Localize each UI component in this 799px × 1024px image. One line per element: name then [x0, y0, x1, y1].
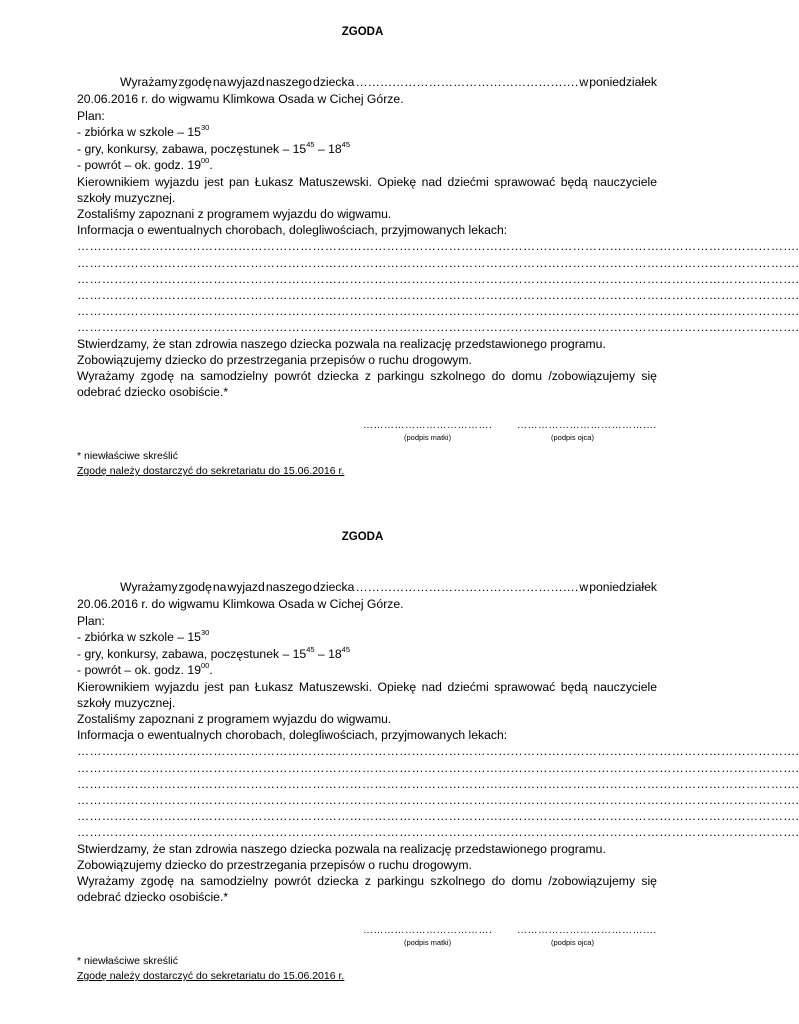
- health-info-line[interactable]: ………………………………………………………………………………………………………………………………………………………….: [77, 239, 799, 253]
- footnote: * niewłaściwe skreślić: [77, 450, 178, 462]
- return-line: Wyrażamy zgodę na samodzielny powrót dziecka z parkingu szkolnego do domu /zobowiązujemy się: [77, 874, 657, 888]
- child-name-blank[interactable]: ……………………………………………….: [355, 580, 579, 594]
- health-info-line[interactable]: ………………………………………………………………………………………………………………………………………………………….: [77, 777, 799, 791]
- mother-signature-line[interactable]: ……………………………….: [363, 420, 493, 431]
- health-statement: Stwierdzamy, że stan zdrowia naszego dziecka pozwala na realizację przedstawionego programu.: [77, 337, 606, 351]
- traffic-statement: Zobowiązujemy dziecko do przestrzegania przepisów o ruchu drogowym.: [77, 858, 472, 872]
- mother-signature-line[interactable]: ……………………………….: [363, 925, 493, 936]
- leader-line-2: szkoły muzycznej.: [77, 191, 176, 205]
- form-title: ZGODA: [341, 531, 384, 543]
- father-signature-line[interactable]: ………………………………….: [517, 925, 657, 936]
- intro-word: Wyrażamy: [120, 580, 178, 594]
- intro-word: wyjazd: [227, 75, 265, 89]
- plan-item-games: - gry, konkursy, zabawa, poczęstunek – $15^{45} - 18^{45}$: [77, 140, 350, 156]
- health-info-line[interactable]: ………………………………………………………………………………………………………………………………………………………….: [77, 809, 799, 823]
- traffic-statement: Zobowiązujemy dziecko do przestrzegania przepisów o ruchu drogowym.: [77, 353, 472, 367]
- consent-form-1: [0, 0, 799, 500]
- intro-line: [120, 579, 657, 595]
- intro-word: dziecka: [313, 580, 355, 594]
- father-signature-label: (podpis ojca): [551, 433, 594, 442]
- program-statement: Zostaliśmy zapoznani z programem wyjazdu do wigwamu.: [77, 712, 392, 726]
- leader-line: Kierownikiem wyjazdu jest pan Łukasz Matuszewski. Opiekę nad dziećmi sprawować będą nauczyciele: [77, 680, 657, 694]
- intro-word: dziecka: [313, 75, 355, 89]
- intro-word: poniedziałek: [589, 75, 657, 89]
- deadline-note: Zgodę należy dostarczyć do sekretariatu do 15.06.2016 r.: [77, 465, 345, 477]
- plan-label: Plan:: [77, 109, 105, 123]
- health-info-line[interactable]: ………………………………………………………………………………………………………………………………………………………….: [77, 761, 799, 775]
- deadline-note: Zgodę należy dostarczyć do sekretariatu do 15.06.2016 r.: [77, 970, 345, 982]
- health-info-line[interactable]: ………………………………………………………………………………………………………………………………………………………….: [77, 288, 799, 302]
- intro-word: w: [579, 75, 589, 89]
- return-line-2: odebrać dziecko osobiście.*: [77, 385, 229, 399]
- father-signature-line[interactable]: ………………………………….: [517, 420, 657, 431]
- health-info-line[interactable]: ………………………………………………………………………………………………………………………………………………………….: [77, 744, 799, 758]
- health-info-line[interactable]: ………………………………………………………………………………………………………………………………………………………….: [77, 304, 799, 318]
- plan-item-gathering: - zbiórka w szkole – $15^{30}$: [77, 123, 210, 139]
- intro-line-2: 20.06.2016 r. do wigwamu Klimkowa Osada w Cichej Górze.: [77, 597, 404, 611]
- health-info-line[interactable]: ………………………………………………………………………………………………………………………………………………………….: [77, 825, 799, 839]
- father-signature-label: (podpis ojca): [551, 938, 594, 947]
- leader-line: Kierownikiem wyjazdu jest pan Łukasz Matuszewski. Opiekę nad dziećmi sprawować będą nauczyciele: [77, 175, 657, 189]
- intro-word: na: [212, 75, 227, 89]
- return-line: Wyrażamy zgodę na samodzielny powrót dziecka z parkingu szkolnego do domu /zobowiązujemy się: [77, 369, 657, 383]
- leader-line-2: szkoły muzycznej.: [77, 696, 176, 710]
- intro-word: Wyrażamy: [120, 75, 178, 89]
- footnote: * niewłaściwe skreślić: [77, 955, 178, 967]
- health-info-line[interactable]: ………………………………………………………………………………………………………………………………………………………….: [77, 793, 799, 807]
- plan-item-games: - gry, konkursy, zabawa, poczęstunek – $15^{45} - 18^{45}$: [77, 645, 350, 661]
- intro-word: poniedziałek: [589, 580, 657, 594]
- mother-signature-label: (podpis matki): [404, 938, 452, 947]
- health-statement: Stwierdzamy, że stan zdrowia naszego dziecka pozwala na realizację przedstawionego programu.: [77, 842, 606, 856]
- return-line-2: odebrać dziecko osobiście.*: [77, 890, 229, 904]
- intro-word: zgodę: [178, 580, 212, 594]
- health-info-line[interactable]: ………………………………………………………………………………………………………………………………………………………….: [77, 272, 799, 286]
- consent-form-2: [0, 505, 799, 1005]
- intro-word: naszego: [265, 75, 312, 89]
- mother-signature-label: (podpis matki): [404, 433, 452, 442]
- intro-word: wyjazd: [227, 580, 265, 594]
- plan-label: Plan:: [77, 614, 105, 628]
- plan-item-return: - powrót – ok. godz. $19^{00}$.: [77, 661, 213, 677]
- health-info-label: Informacja o ewentualnych chorobach, dolegliwościach, przyjmowanych lekach:: [77, 728, 508, 742]
- child-name-blank[interactable]: ……………………………………………….: [355, 75, 579, 89]
- plan-item-gathering: - zbiórka w szkole – $15^{30}$: [77, 628, 210, 644]
- intro-word: zgodę: [178, 75, 212, 89]
- health-info-line[interactable]: ………………………………………………………………………………………………………………………………………………………….: [77, 320, 799, 334]
- program-statement: Zostaliśmy zapoznani z programem wyjazdu do wigwamu.: [77, 207, 392, 221]
- intro-word: naszego: [265, 580, 312, 594]
- form-title: ZGODA: [341, 26, 384, 38]
- intro-line: [120, 74, 657, 90]
- health-info-line[interactable]: ………………………………………………………………………………………………………………………………………………………….: [77, 256, 799, 270]
- intro-word: na: [212, 580, 227, 594]
- plan-item-return: - powrót – ok. godz. $19^{00}$.: [77, 156, 213, 172]
- intro-line-2: 20.06.2016 r. do wigwamu Klimkowa Osada w Cichej Górze.: [77, 92, 404, 106]
- health-info-label: Informacja o ewentualnych chorobach, dolegliwościach, przyjmowanych lekach:: [77, 223, 508, 237]
- intro-word: w: [579, 580, 589, 594]
